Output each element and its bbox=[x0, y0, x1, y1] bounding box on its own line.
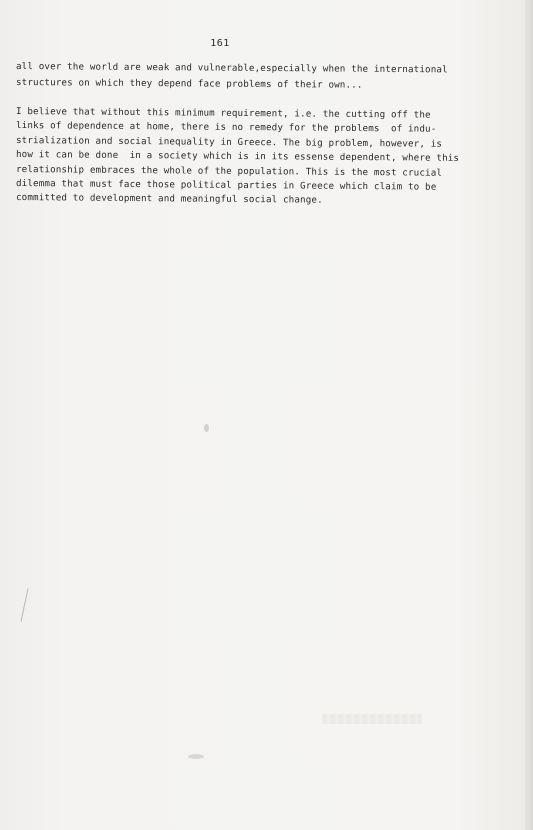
paragraph-line: relationship embraces the whole of the population. This is the most crucial bbox=[15, 163, 443, 179]
paragraph-1 bbox=[16, 60, 516, 91]
paragraph-line: I believe that without this minimum requirement, i.e. the cutting off the bbox=[15, 106, 431, 121]
bleed-through-mark bbox=[322, 714, 422, 724]
paragraph-line: all over the world are weak and vulnerable,especially when the international bbox=[15, 61, 448, 76]
page-edge bbox=[525, 0, 533, 830]
page-number: 161 bbox=[210, 38, 230, 49]
paragraph-line: strialization and social inequality in Greece. The big problem, however, is bbox=[15, 134, 443, 150]
paragraph-line: dilemma that must face those political parties in Greece which claim to be bbox=[15, 178, 437, 193]
paragraph-2 bbox=[16, 105, 516, 206]
paragraph-line: links of dependence at home, there is no remedy for the problems of indu- bbox=[15, 120, 437, 136]
paper-smudge bbox=[204, 424, 209, 432]
paragraph-line: structures on which they depend face problems of their own... bbox=[15, 77, 363, 92]
pencil-mark bbox=[20, 588, 28, 621]
paper-smudge bbox=[188, 754, 204, 759]
paragraph-line: how it can be done in a society which is in its essense dependent, where this bbox=[15, 149, 460, 165]
paragraph-line: committed to development and meaningful social change. bbox=[15, 192, 323, 207]
